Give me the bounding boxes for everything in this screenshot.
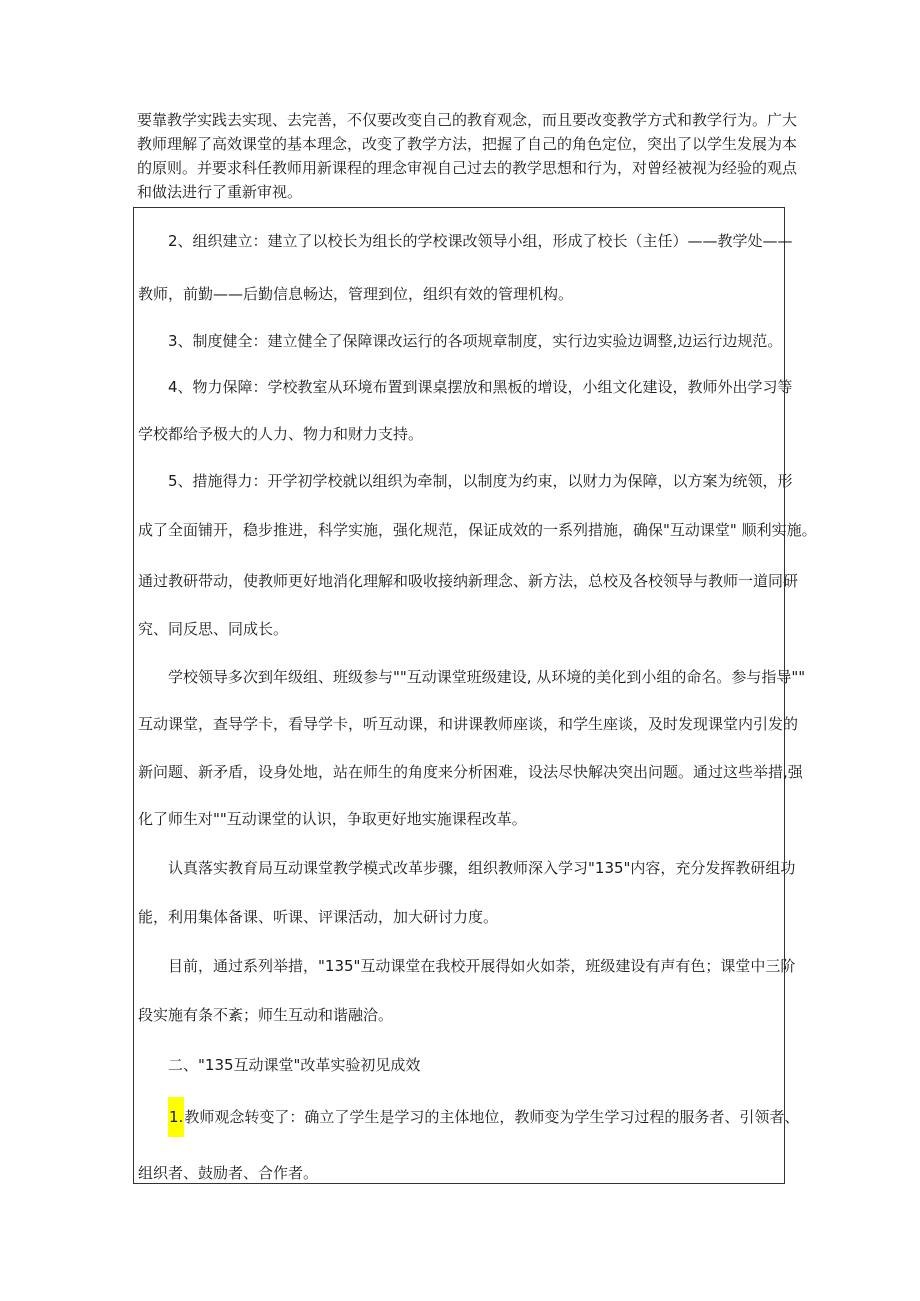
text-line: 目前，通过系列举措，"135"互动课堂在我校开展得如火如荼，班级建设有声有色；课堂中三阶 [168, 957, 796, 975]
text-line: 4、物力保障：学校教室从环境布置到课桌摆放和黑板的增设，小组文化建设，教师外出学习等 [168, 378, 793, 396]
text-line: 能，利用集体备课、听课、评课活动，加大研讨力度。 [138, 908, 499, 926]
text-line: 组织者、鼓励者、合作者。 [138, 1164, 319, 1182]
intro-line: 的原则。并要求科任教师用新课程的理念审视自己过去的教学思想和行为，对曾经被视为经验的观点 [137, 159, 798, 177]
section-heading: 二、"135互动课堂"改革实验初见成效 [168, 1056, 421, 1074]
text-line: 2、组织建立：建立了以校长为组长的学校课改领导小组，形成了校长（主任）——教学处—— [168, 232, 793, 250]
intro-line: 要靠教学实践去实现、去完善，不仅要改变自己的教育观念，而且要改变教学方式和教学行为。广大 [137, 111, 798, 129]
text-line: 3、制度健全：建立健全了保障课改运行的各项规章制度，实行边实验边调整,边运行边规范。 [168, 332, 783, 350]
text-line: 5、措施得力：开学初学校就以组织为牵制，以制度为约束，以财力为保障，以方案为统领，形 [168, 472, 793, 490]
text-line: 新问题、新矛盾，设身处地，站在师生的角度来分析困难，设法尽快解决突出问题。通过这些举措,强 [138, 763, 803, 781]
text-line: 通过教研带动，使教师更好地消化理解和吸收接纳新理念、新方法，总校及各校领导与教师一道同研 [138, 572, 799, 590]
content-box [133, 207, 817, 1184]
text-line: 化了师生对""互动课堂的认识，争取更好地实施课程改革。 [138, 810, 527, 828]
text-line: 段实施有条不紊；师生互动和谐融洽。 [138, 1006, 394, 1024]
text-line: 认真落实教育局互动课堂教学模式改革步骤，组织教师深入学习"135"内容，充分发挥教研组功 [168, 859, 796, 877]
text-line: 成了全面铺开，稳步推进，科学实施，强化规范，保证成效的一系列措施，确保"互动课堂" 顺利实施。 [138, 521, 817, 539]
text-line: 教师，前勤——后勤信息畅达，管理到位，组织有效的管理机构。 [138, 285, 574, 303]
text-line-rest: 教师观念转变了：确立了学生是学习的主体地位，教师变为学生学习过程的服务者、引领者、 [184, 1108, 800, 1126]
text-line [138, 1097, 812, 1137]
intro-line: 和做法进行了重新审视。 [137, 183, 303, 201]
intro-paragraph [137, 108, 798, 204]
text-line: 学校领导多次到年级组、班级参与""互动课堂班级建设, 从环境的美化到小组的命名。参与指导"" [168, 668, 806, 686]
highlighted-number: 1. [168, 1097, 184, 1137]
text-line: 互动课堂，查导学卡，看导学卡，听互动课，和讲课教师座谈，和学生座谈，及时发现课堂内引发的 [138, 715, 799, 733]
text-line: 学校都给予极大的人力、物力和财力支持。 [138, 425, 424, 443]
intro-line: 教师理解了高效课堂的基本理念，改变了教学方法，把握了自己的角色定位，突出了以学生发展为本 [137, 135, 798, 153]
text-line: 究、同反思、同成长。 [138, 620, 289, 638]
